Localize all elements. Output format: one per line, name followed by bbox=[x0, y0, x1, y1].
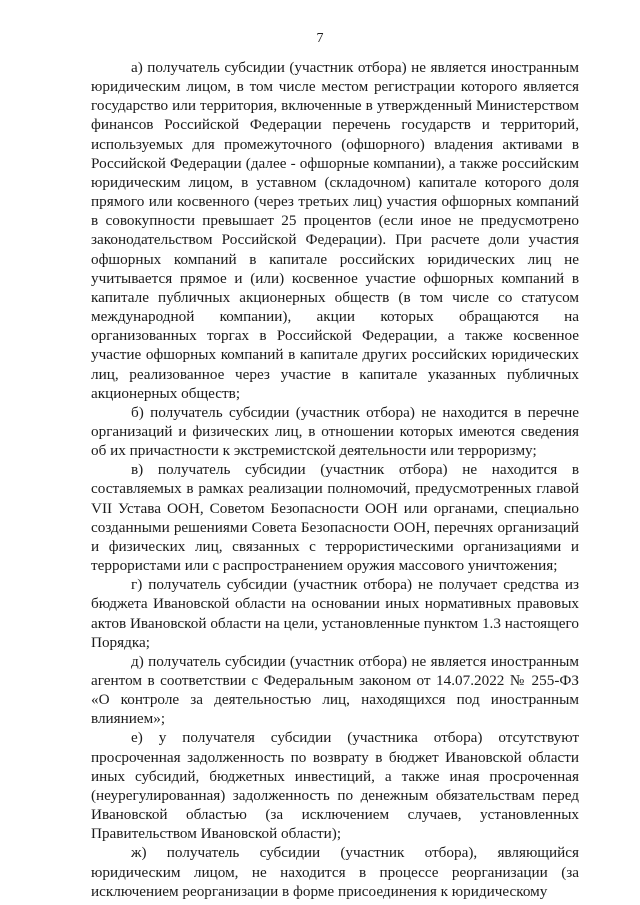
document-body bbox=[91, 58, 579, 901]
paragraph-d: д) получатель субсидии (участник отбора) не является иностранным агентом в соответствии с Федеральным законом от 14.07.2022 № 255-ФЗ «О контроле за деятельностью лиц, находящихся под иностранным влиянием»; bbox=[91, 652, 579, 728]
paragraph-b: б) получатель субсидии (участник отбора) не находится в перечне организаций и физических лиц, в отношении которых имеются сведения об их причастности к экстремистской деятельности или терроризму; bbox=[91, 403, 579, 460]
paragraph-a: а) получатель субсидии (участник отбора) не является иностранным юридическим лицом, в том числе местом регистрации которого является государство или территория, включенные в утвержденный Министерством финансов Российской Федерации перечень государств и территорий, используемых для промежуточного (офшорного) владения активами в Российской Федерации (далее - офшорные компании), а также российским юридическим лицом, в уставном (складочном) капитале которого доля прямого или косвенного (через третьих лиц) участия офшорных компаний в совокупности превышает 25 процентов (если иное не предусмотрено законодательством Российской Федерации). При расчете доли участия офшорных компаний в капитале российских юридических лиц не учитывается прямое и (или) косвенное участие офшорных компаний в капитале публичных акционерных обществ (в том числе со статусом международной компании), акции которых обращаются на организованных торгах в Российской Федерации, а также косвенное участие офшорных компаний в капитале других российских юридических лиц, реализованное через участие в капитале указанных публичных акционерных обществ; bbox=[91, 59, 579, 402]
paragraph-v: в) получатель субсидии (участник отбора) не находится в составляемых в рамках реализации полномочий, предусмотренных главой VII Устава ООН, Советом Безопасности ООН или органами, специально созданными решениями Совета Безопасности ООН, перечнях организаций и физических лиц, связанных с террористическими организациями и террористами или с распространением оружия массового уничтожения; bbox=[91, 461, 579, 575]
paragraph-g: г) получатель субсидии (участник отбора) не получает средства из бюджета Ивановской области на основании иных нормативных правовых актов Ивановской области на цели, установленные пунктом 1.3 настоящего Порядка; bbox=[91, 576, 579, 651]
paragraph-e: е) у получателя субсидии (участника отбора) отсутствуют просроченная задолженность по возврату в бюджет Ивановской области иных субсидий, бюджетных инвестиций, а также иная просроченная (неурегулированная) задолженность по денежным обязательствам перед Ивановской областью (за исключением случаев, установленных Правительством Ивановской области); bbox=[91, 729, 579, 843]
page-number: 7 bbox=[316, 31, 324, 46]
paragraph-zh: ж) получатель субсидии (участник отбора), являющийся юридическим лицом, не находится в процессе реорганизации (за исключением реорганизации в форме присоединения к юридическому bbox=[91, 844, 579, 900]
